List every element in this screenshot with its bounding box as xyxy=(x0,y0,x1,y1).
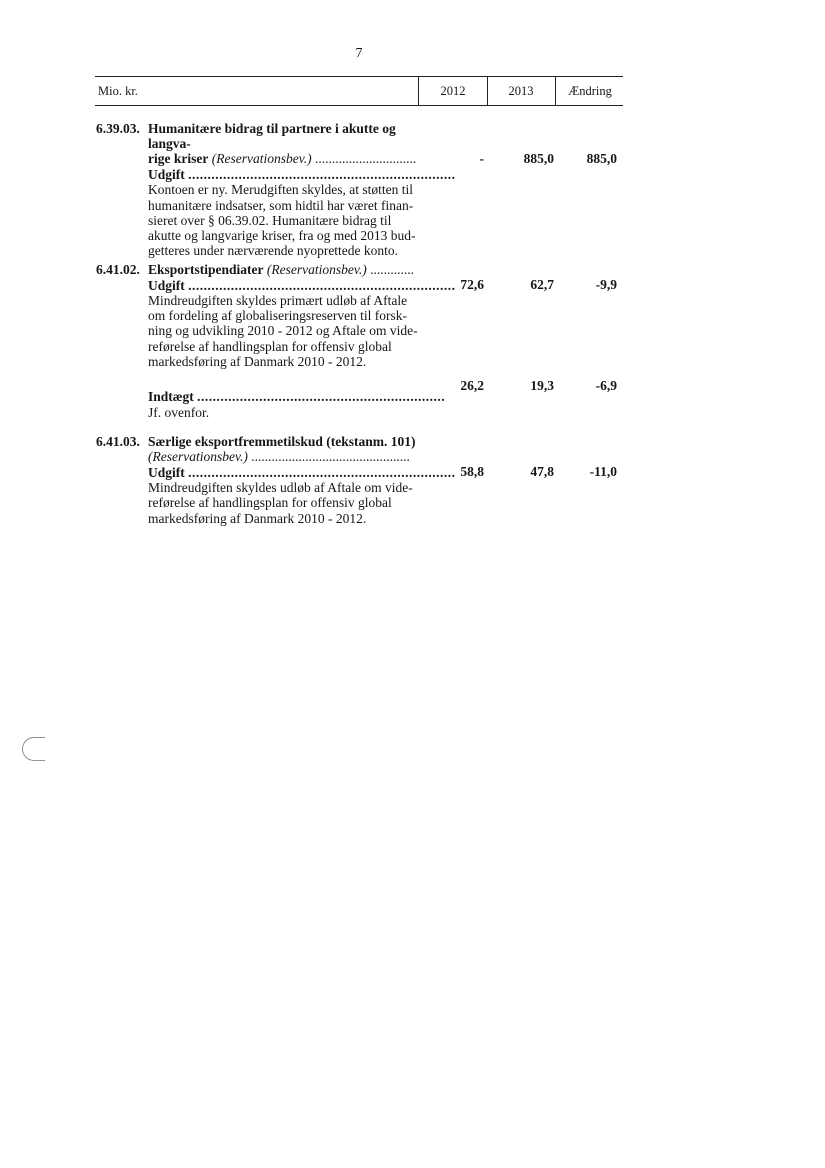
account-title: Særlige eksportfremmetilskud (tekstanm. 101) xyxy=(148,434,416,449)
account-number: 6.41.02. xyxy=(96,262,140,277)
value-2013: 62,7 xyxy=(530,277,554,292)
account-title-continued xyxy=(148,449,423,465)
reservation-note: (Reservationsbev.) xyxy=(211,151,312,167)
description-line: Jf. ovenfor. xyxy=(148,404,210,420)
account-title-row xyxy=(148,262,423,278)
value-2013: 19,3 xyxy=(530,378,554,393)
description-line: om fordeling af globaliseringsreserven til forsk- xyxy=(148,308,408,324)
account-body xyxy=(148,121,456,259)
row-description xyxy=(148,182,423,258)
row-label: Udgift xyxy=(148,464,185,480)
unit-header: Mio. kr. xyxy=(98,84,138,98)
table-header xyxy=(95,76,623,106)
leader-dots: ............................................... xyxy=(251,449,410,465)
account-number: 6.41.03. xyxy=(96,434,140,449)
row-description xyxy=(148,405,423,420)
description-line: reførelse af handlingsplan for offensiv global xyxy=(148,338,392,354)
year-2012-header: 2012 xyxy=(418,77,488,105)
scan-margin-mark xyxy=(22,737,45,761)
expense-row xyxy=(148,277,456,294)
value-2012: 72,6 xyxy=(460,277,484,292)
leader-dots: ............. xyxy=(370,262,414,277)
reservation-note: (Reservationsbev.) xyxy=(266,262,367,277)
account-title-continued xyxy=(148,151,423,167)
leader-dots: .............................. xyxy=(314,151,417,167)
description-line: Mindreudgiften skyldes udløb af Aftale om vide- xyxy=(148,480,413,496)
reservation-note: (Reservationsbev.) xyxy=(148,449,248,465)
description-line: markedsføring af Danmark 2010 - 2012. xyxy=(148,353,367,369)
row-description xyxy=(148,480,423,526)
account-body xyxy=(148,434,456,526)
description-line: sieret over § 06.39.02. Humanitære bidrag til xyxy=(148,212,392,228)
value-change: -11,0 xyxy=(589,464,617,479)
value-change: 885,0 xyxy=(586,151,617,166)
change-header: Ændring xyxy=(555,77,624,105)
row-label: Udgift xyxy=(148,277,185,293)
expense-row xyxy=(148,166,456,183)
description-line: Mindreudgiften skyldes primært udløb af Aftale xyxy=(148,293,408,308)
account-title-line2: rige kriser xyxy=(148,151,209,167)
account-body xyxy=(148,262,456,420)
value-2013: 885,0 xyxy=(523,151,554,166)
row-label: Indtægt xyxy=(148,389,194,405)
value-2013: 47,8 xyxy=(530,464,554,479)
account-number: 6.39.03. xyxy=(96,121,140,136)
row-description xyxy=(148,293,423,369)
account-title: Eksportstipendiater xyxy=(148,262,264,277)
row-label: Udgift xyxy=(148,166,185,182)
description-line: ning og udvikling 2010 - 2012 og Aftale om vide- xyxy=(148,323,418,339)
value-2012: - xyxy=(479,151,484,166)
leader-dots: ..................................................................... xyxy=(188,464,456,480)
leader-dots: ..................................................................... xyxy=(188,166,456,182)
leader-dots: ................................................................ xyxy=(197,389,446,405)
value-change: -6,9 xyxy=(595,378,617,393)
value-2012: 26,2 xyxy=(460,378,484,393)
description-line: reførelse af handlingsplan for offensiv global xyxy=(148,495,392,511)
expense-row xyxy=(148,464,456,481)
description-line: akutte og langvarige kriser, fra og med 2013 bud- xyxy=(148,228,416,244)
description-line: getteres under nærværende nyoprettede konto. xyxy=(148,243,399,259)
account-title: Humanitære bidrag til partnere i akutte og langva- xyxy=(148,121,396,152)
value-2012: 58,8 xyxy=(460,464,484,479)
description-line: humanitære indsatser, som hidtil har været finan- xyxy=(148,197,414,213)
revenue-row xyxy=(148,389,446,405)
value-change: -9,9 xyxy=(595,277,617,292)
year-2013-header: 2013 xyxy=(508,84,534,98)
description-line: markedsføring af Danmark 2010 - 2012. xyxy=(148,510,367,526)
page-number: 7 xyxy=(355,46,363,61)
description-line: Kontoen er ny. Merudgiften skyldes, at støtten til xyxy=(148,182,413,198)
leader-dots: ..................................................................... xyxy=(188,277,456,293)
